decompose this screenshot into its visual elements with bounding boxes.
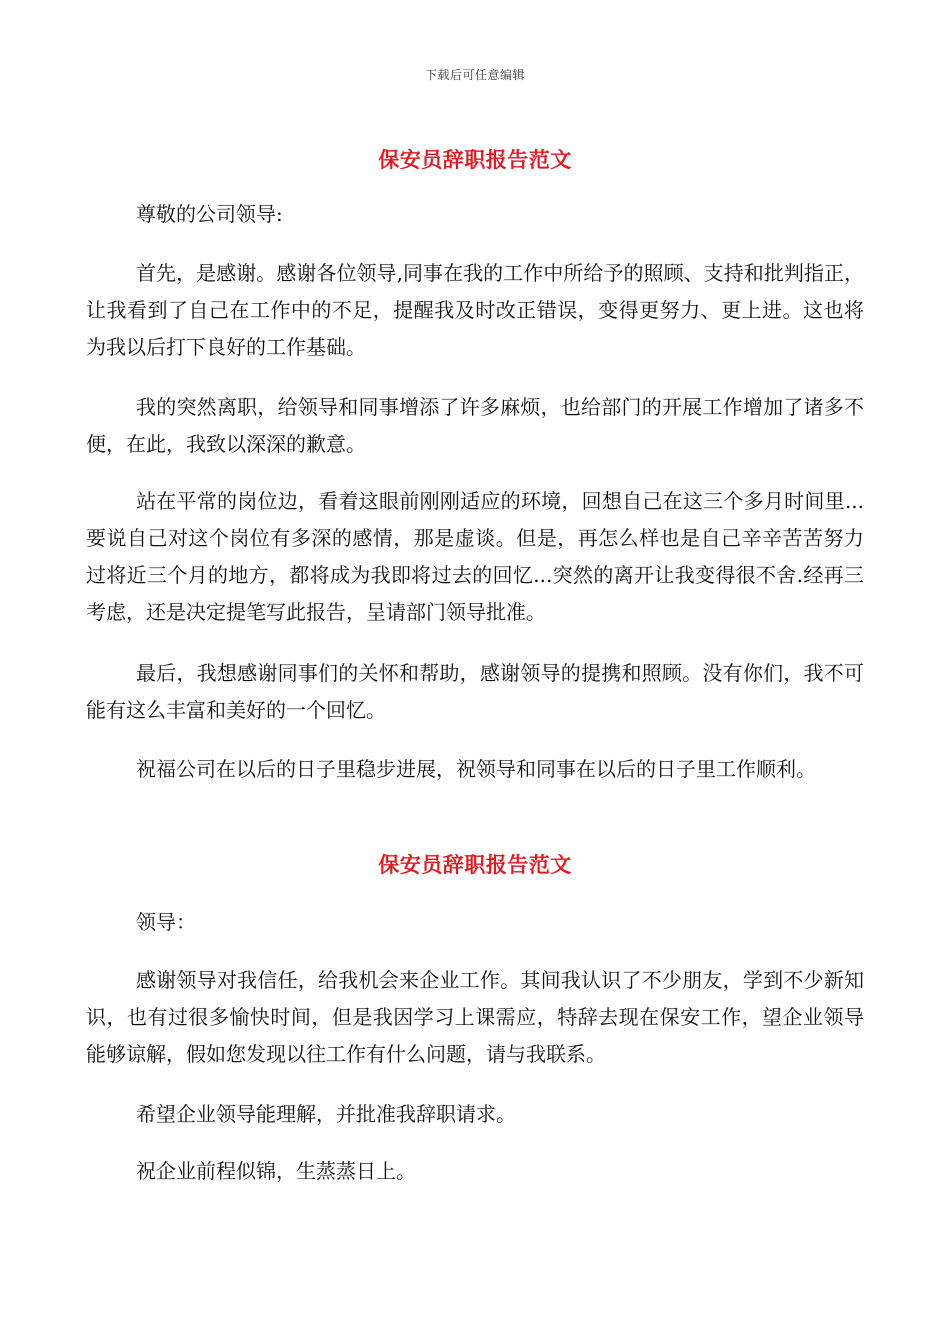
section-1-salutation: 尊敬的公司领导: <box>136 202 283 226</box>
section-1-paragraph-3: 站在平常的岗位边，看着这眼前刚刚适应的环境，回想自己在这三个多月时间里...要说自己对这个岗位有多深的感情，那是虚谈。但是，再怎么样也是自己辛辛苦苦努力过将近三个月的地方，都将成为我即将过去的回忆...突然的离开让我变得很不舍.经再三考虑，还是决定提笔写此报告，呈请部门领导批准。 <box>86 489 864 624</box>
section-2-paragraph-2: 希望企业领导能理解，并批准我辞职请求。 <box>136 1102 516 1126</box>
section-1-paragraph-5: 祝福公司在以后的日子里稳步进展，祝领导和同事在以后的日子里工作顺利。 <box>136 757 816 781</box>
section-1-paragraph-1: 首先，是感谢。感谢各位领导,同事在我的工作中所给予的照顾、支持和批判指正，让我看到了自己在工作中的不足，提醒我及时改正错误，变得更努力、更上进。这也将为我以后打下良好的工作基础。 <box>86 261 864 359</box>
section-2-paragraph-1: 感谢领导对我信任，给我机会来企业工作。其间我认识了不少朋友，学到不少新知识，也有过很多愉快时间，但是我因学习上课需应，特辞去现在保安工作，望企业领导能够谅解，假如您发现以往工作有什么问题，请与我联系。 <box>86 968 864 1066</box>
section-2-paragraph-3: 祝企业前程似锦，生蒸蒸日上。 <box>136 1159 416 1183</box>
section-2-salutation: 领导： <box>136 910 196 934</box>
section-1-paragraph-2: 我的突然离职，给领导和同事增添了许多麻烦，也给部门的开展工作增加了诸多不便，在此，我致以深深的歉意。 <box>86 395 864 456</box>
page-header-note: 下载后可任意编辑 <box>424 68 525 82</box>
section-1-paragraph-4: 最后，我想感谢同事们的关怀和帮助，感谢领导的提携和照顾。没有你们，我不可能有这么丰富和美好的一个回忆。 <box>86 661 864 722</box>
section-2-title: 保安员辞职报告范文 <box>378 852 572 877</box>
section-1-title: 保安员辞职报告范文 <box>378 147 572 172</box>
